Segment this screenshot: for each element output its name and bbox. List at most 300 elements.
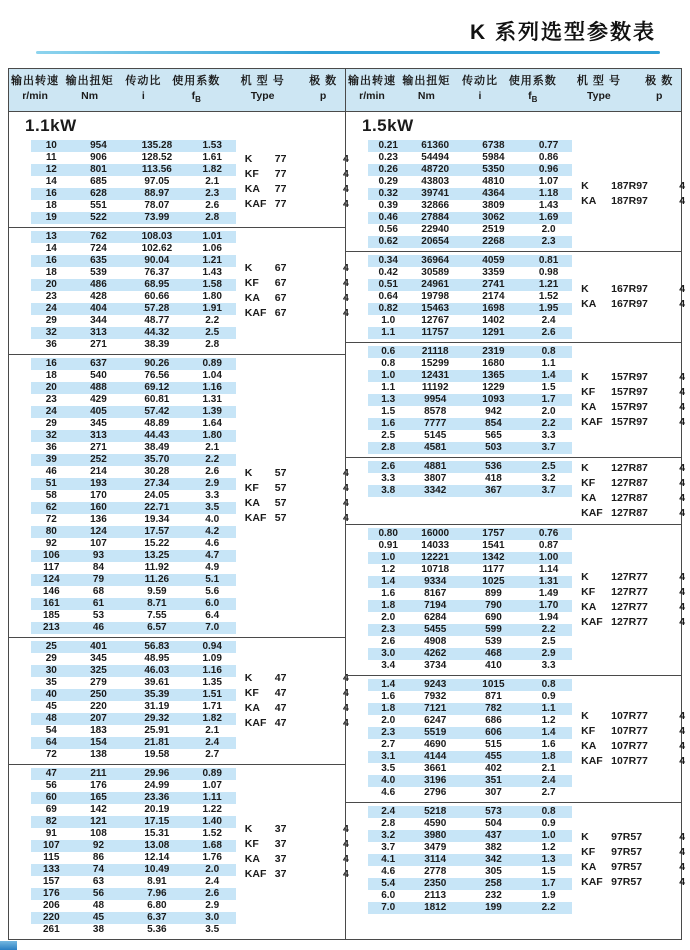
torque-cell: 3734 (424, 660, 447, 672)
torque-cell: 3342 (424, 485, 447, 497)
torque-cell: 46 (92, 622, 105, 634)
type-row (244, 716, 349, 731)
data-row (368, 715, 572, 727)
type-code: 47 (274, 702, 287, 715)
fb-cell: 1.95 (538, 303, 559, 315)
speed-cell: 0.21 (378, 140, 398, 152)
fb-cell: 1.16 (202, 665, 222, 677)
poles-value: 4 (342, 153, 349, 166)
ratio-cell: 57.28 (144, 303, 170, 315)
ratio-cell: 1025 (482, 576, 505, 588)
type-row (581, 179, 686, 194)
fb-cell: 5.6 (205, 586, 220, 598)
fb-cell: 1.11 (202, 792, 222, 804)
ratio-cell: 6.37 (147, 912, 167, 924)
type-model: KA (244, 292, 260, 305)
speed-cell: 0.64 (378, 291, 398, 303)
col-header-ratio (118, 74, 168, 107)
speed-cell: 32 (45, 327, 57, 339)
type-model: K (244, 467, 253, 480)
fb-cell: 1.5 (541, 382, 556, 394)
ratio-cell: 899 (485, 588, 502, 600)
speed-cell: 24 (45, 406, 57, 418)
data-rows (31, 358, 236, 634)
data-row (31, 315, 236, 327)
col-header-unit: $f_B$ (528, 90, 538, 105)
ratio-cell: 56.83 (144, 641, 170, 653)
torque-cell: 313 (90, 327, 107, 339)
type-code: 67 (274, 307, 287, 320)
type-row (244, 197, 349, 212)
row-group (9, 137, 349, 227)
data-row (31, 804, 236, 816)
ratio-cell: 60.81 (144, 394, 170, 406)
data-row (31, 701, 236, 713)
data-rows (368, 528, 572, 672)
fb-cell: 0.94 (202, 641, 222, 653)
row-group (346, 802, 686, 917)
torque-cell: 7777 (424, 418, 447, 430)
poles-value: 4 (679, 861, 686, 874)
speed-cell: 18 (45, 267, 57, 279)
type-row (244, 306, 349, 321)
type-list (572, 346, 686, 454)
data-row (368, 576, 572, 588)
data-row (31, 430, 236, 442)
torque-cell: 10718 (421, 564, 450, 576)
fb-cell: 2.4 (541, 775, 556, 787)
data-row (31, 152, 236, 164)
row-group (346, 675, 686, 802)
ratio-cell: 48.77 (144, 315, 170, 327)
speed-cell: 23 (45, 291, 57, 303)
type-model: KF (581, 386, 596, 399)
poles-value: 4 (342, 717, 349, 730)
data-row (368, 679, 572, 691)
data-row (368, 540, 572, 552)
type-row (581, 830, 686, 845)
data-row (368, 528, 572, 540)
ratio-cell: 4810 (482, 176, 505, 188)
data-rows (368, 461, 572, 521)
speed-cell: 0.62 (378, 236, 398, 248)
fb-cell: 1.40 (202, 816, 222, 828)
type-row (244, 496, 349, 511)
ratio-cell: 2519 (482, 224, 505, 236)
poles-value: 4 (342, 838, 349, 851)
torque-cell: 183 (90, 725, 107, 737)
torque-cell: 121 (90, 816, 107, 828)
fb-cell: 2.3 (205, 188, 220, 200)
data-row (368, 751, 572, 763)
ratio-cell: 1015 (482, 679, 505, 691)
type-model: K (244, 262, 253, 275)
data-row (368, 303, 572, 315)
speed-cell: 213 (42, 622, 60, 634)
data-row (368, 315, 572, 327)
data-row (31, 816, 236, 828)
data-row (368, 224, 572, 236)
data-row (368, 806, 572, 818)
fb-cell: 1.4 (541, 727, 556, 739)
torque-cell: 9954 (424, 394, 447, 406)
speed-cell: 7.0 (381, 902, 396, 914)
type-code: 37 (274, 853, 287, 866)
speed-cell: 106 (42, 550, 60, 562)
type-code: 157R97 (611, 401, 648, 414)
type-model: K (244, 153, 253, 166)
torque-cell: 8167 (424, 588, 447, 600)
fb-cell: 1.14 (538, 564, 559, 576)
torque-cell: 4908 (424, 636, 447, 648)
type-code: 157R97 (611, 371, 648, 384)
speed-cell: 29 (45, 653, 57, 665)
data-row (368, 370, 572, 382)
fb-cell: 1.53 (202, 140, 222, 152)
torque-cell: 344 (90, 315, 107, 327)
col-header-label: 极 数 (309, 75, 338, 87)
torque-cell: 762 (90, 231, 107, 243)
fb-cell: 1.58 (202, 279, 222, 291)
type-code: 107R77 (611, 755, 648, 768)
data-row (368, 612, 572, 624)
torque-cell: 405 (90, 406, 107, 418)
type-row (581, 600, 686, 615)
ratio-cell: 38.39 (144, 339, 170, 351)
speed-cell: 20 (45, 382, 57, 394)
torque-cell: 107 (90, 538, 107, 550)
fb-cell: 1.04 (202, 370, 222, 382)
type-code: 127R77 (611, 571, 648, 584)
ratio-cell: 88.97 (144, 188, 170, 200)
speed-cell: 14 (45, 243, 57, 255)
speed-cell: 46 (45, 466, 57, 478)
data-row (31, 586, 236, 598)
torque-cell: 252 (90, 454, 107, 466)
title-underline (36, 51, 660, 54)
fb-cell: 6.4 (205, 610, 220, 622)
ratio-cell: 9.59 (147, 586, 167, 598)
torque-cell: 5145 (424, 430, 447, 442)
fb-cell: 2.2 (205, 315, 220, 327)
fb-cell: 1.21 (538, 279, 559, 291)
speed-cell: 3.7 (381, 842, 396, 854)
speed-cell: 1.3 (381, 394, 396, 406)
type-code: 37 (274, 823, 287, 836)
speed-cell: 2.6 (381, 636, 396, 648)
poles-value: 4 (679, 477, 686, 490)
speed-cell: 45 (45, 701, 57, 713)
type-code: 97R57 (611, 831, 643, 844)
ratio-cell: 1365 (482, 370, 505, 382)
type-code: 77 (274, 168, 287, 181)
poles-value: 4 (679, 586, 686, 599)
speed-cell: 47 (45, 768, 57, 780)
type-row (244, 276, 349, 291)
data-row (31, 888, 236, 900)
type-model: KA (244, 497, 260, 510)
torque-cell: 4590 (424, 818, 447, 830)
speed-cell: 1.4 (381, 679, 396, 691)
type-list (236, 768, 349, 936)
data-rows (31, 768, 236, 936)
speed-cell: 24 (45, 303, 57, 315)
type-model: K (244, 823, 253, 836)
data-row (368, 164, 572, 176)
type-row (581, 476, 686, 491)
ratio-cell: 69.12 (144, 382, 170, 394)
type-model: K (581, 462, 589, 475)
ratio-cell: 468 (485, 648, 502, 660)
torque-cell: 53 (92, 610, 105, 622)
row-group (346, 342, 686, 457)
col-header-label: 传动比 (461, 75, 498, 87)
speed-cell: 0.91 (378, 540, 398, 552)
speed-cell: 80 (45, 526, 57, 538)
type-row (581, 194, 686, 209)
type-code: 107R77 (611, 710, 648, 723)
fb-cell: 1.3 (541, 854, 556, 866)
speed-cell: 3.3 (381, 473, 396, 485)
fb-cell: 1.00 (538, 552, 559, 564)
fb-cell: 2.5 (541, 636, 556, 648)
data-row (31, 327, 236, 339)
type-row (581, 461, 686, 476)
col-header-unit: Type (250, 90, 275, 102)
ratio-cell: 113.56 (141, 164, 172, 176)
fb-cell: 7.0 (205, 622, 220, 634)
data-row (31, 279, 236, 291)
poles-value: 4 (342, 277, 349, 290)
data-row (368, 418, 572, 430)
torque-cell: 43803 (421, 176, 450, 188)
ratio-cell: 7.55 (147, 610, 167, 622)
data-row (31, 562, 236, 574)
speed-cell: 220 (42, 912, 60, 924)
type-model: KA (581, 401, 597, 414)
ratio-cell: 39.61 (144, 677, 170, 689)
fb-cell: 2.9 (205, 900, 220, 912)
fb-cell: 4.0 (205, 514, 220, 526)
speed-cell: 0.46 (378, 212, 398, 224)
torque-cell: 84 (92, 562, 105, 574)
fb-cell: 2.6 (541, 327, 556, 339)
torque-cell: 325 (90, 665, 107, 677)
col-header-unit: i (141, 90, 145, 102)
fb-cell: 2.2 (541, 418, 556, 430)
ratio-cell: 402 (485, 763, 502, 775)
col-header-speed (346, 74, 398, 107)
fb-cell: 1.18 (538, 188, 559, 200)
torque-cell: 6284 (424, 612, 447, 624)
power-label: 1.1kW (25, 116, 77, 136)
ratio-cell: 2741 (482, 279, 505, 291)
ratio-cell: 31.19 (144, 701, 170, 713)
torque-cell: 56 (92, 888, 105, 900)
ratio-cell: 2174 (482, 291, 505, 303)
fb-cell: 2.3 (541, 236, 556, 248)
type-row (244, 837, 349, 852)
speed-cell: 1.8 (381, 703, 396, 715)
poles-value: 4 (679, 180, 686, 193)
data-row (31, 665, 236, 677)
type-model: KF (581, 725, 596, 738)
fb-cell: 0.9 (541, 691, 556, 703)
torque-cell: 24961 (421, 279, 450, 291)
torque-cell: 5455 (424, 624, 447, 636)
type-row (581, 370, 686, 385)
type-model: KA (244, 702, 260, 715)
type-model: KA (581, 861, 597, 874)
speed-cell: 91 (45, 828, 57, 840)
torque-cell: 2113 (424, 890, 447, 902)
type-model: KF (581, 586, 596, 599)
speed-cell: 0.6 (381, 346, 396, 358)
ratio-cell: 8.71 (147, 598, 167, 610)
ratio-cell: 1757 (482, 528, 505, 540)
torque-cell: 68 (92, 586, 105, 598)
type-code: 127R77 (611, 601, 648, 614)
torque-cell: 685 (90, 176, 107, 188)
torque-cell: 22940 (421, 224, 450, 236)
torque-cell: 138 (90, 749, 107, 761)
type-code: 77 (274, 183, 287, 196)
torque-cell: 11192 (421, 382, 449, 394)
speed-cell: 1.2 (381, 564, 396, 576)
fb-cell: 0.8 (541, 346, 556, 358)
ratio-cell: 102.62 (141, 243, 173, 255)
fb-cell: 2.2 (541, 624, 556, 636)
speed-cell: 0.26 (378, 164, 398, 176)
type-code: 167R97 (611, 283, 648, 296)
torque-cell: 30589 (421, 267, 450, 279)
type-code: 187R97 (611, 195, 648, 208)
speed-cell: 19 (45, 212, 57, 224)
data-row (368, 830, 572, 842)
torque-cell: 220 (90, 701, 107, 713)
fb-cell: 2.9 (205, 478, 220, 490)
data-row (368, 382, 572, 394)
data-row (31, 200, 236, 212)
ratio-cell: 30.28 (144, 466, 170, 478)
speed-cell: 23 (45, 394, 57, 406)
speed-cell: 12 (45, 164, 57, 176)
poles-value: 4 (342, 823, 349, 836)
type-row (244, 291, 349, 306)
poles-value: 4 (342, 868, 349, 881)
poles-value: 4 (679, 831, 686, 844)
type-row (581, 875, 686, 890)
fb-cell: 2.5 (541, 461, 556, 473)
row-group (346, 137, 686, 251)
type-model: KAF (581, 616, 603, 629)
torque-cell: 9243 (424, 679, 447, 691)
fb-cell: 1.8 (541, 751, 556, 763)
ratio-cell: 4364 (482, 188, 505, 200)
ratio-cell: 68.95 (144, 279, 170, 291)
ratio-cell: 25.91 (144, 725, 170, 737)
torque-cell: 522 (90, 212, 107, 224)
torque-cell: 15299 (421, 358, 450, 370)
data-row (368, 763, 572, 775)
torque-cell: 954 (90, 140, 107, 152)
speed-cell: 6.0 (381, 890, 396, 902)
torque-cell: 193 (90, 478, 107, 490)
data-row (368, 358, 572, 370)
col-header-label: 输出转速 (347, 75, 396, 87)
poles-value: 4 (679, 740, 686, 753)
type-row (244, 466, 349, 481)
data-row (31, 749, 236, 761)
ratio-cell: 503 (485, 442, 502, 454)
data-row (31, 418, 236, 430)
type-model: KAF (581, 755, 603, 768)
torque-cell: 12767 (421, 315, 450, 327)
poles-value: 4 (679, 386, 686, 399)
ratio-cell: 10.49 (144, 864, 170, 876)
torque-cell: 3479 (424, 842, 447, 854)
ratio-cell: 135.28 (141, 140, 173, 152)
speed-cell: 32 (45, 430, 57, 442)
type-row (244, 701, 349, 716)
ratio-cell: 455 (485, 751, 502, 763)
data-row (31, 737, 236, 749)
fb-cell: 3.5 (205, 924, 220, 936)
data-row (368, 212, 572, 224)
fb-cell: 1.61 (202, 152, 222, 164)
ratio-cell: 307 (485, 787, 502, 799)
type-code: 157R97 (611, 416, 648, 429)
fb-cell: 1.6 (541, 739, 556, 751)
type-code: 127R87 (611, 507, 648, 520)
data-row (31, 291, 236, 303)
col-header-label: 传动比 (125, 75, 162, 87)
type-code: 107R77 (611, 740, 648, 753)
ratio-cell: 35.70 (144, 454, 170, 466)
fb-cell: 0.89 (202, 358, 222, 370)
fb-cell: 1.51 (202, 689, 222, 701)
torque-cell: 2350 (424, 878, 447, 890)
speed-cell: 4.6 (381, 787, 396, 799)
poles-value: 4 (342, 482, 349, 495)
data-row (31, 303, 236, 315)
data-row (368, 564, 572, 576)
type-row (581, 506, 686, 521)
type-code: 167R97 (611, 298, 648, 311)
torque-cell: 637 (90, 358, 107, 370)
data-row (31, 550, 236, 562)
type-row (581, 754, 686, 769)
data-row (31, 852, 236, 864)
ratio-cell: 1342 (482, 552, 505, 564)
row-group (9, 354, 349, 637)
type-model: KF (581, 846, 596, 859)
data-row (31, 478, 236, 490)
ratio-cell: 3809 (482, 200, 505, 212)
data-rows (31, 140, 236, 224)
col-header-unit-sub: B (195, 95, 201, 105)
fb-cell: 4.9 (205, 562, 220, 574)
speed-cell: 18 (45, 370, 57, 382)
col-header-unit: Nm (417, 90, 435, 102)
fb-cell: 2.8 (205, 212, 220, 224)
data-rows (368, 140, 572, 248)
ratio-cell: 539 (485, 636, 502, 648)
fb-cell: 2.1 (205, 725, 220, 737)
speed-cell: 69 (45, 804, 57, 816)
col-header-label: 使用系数 (508, 75, 557, 87)
speed-cell: 0.32 (378, 188, 398, 200)
